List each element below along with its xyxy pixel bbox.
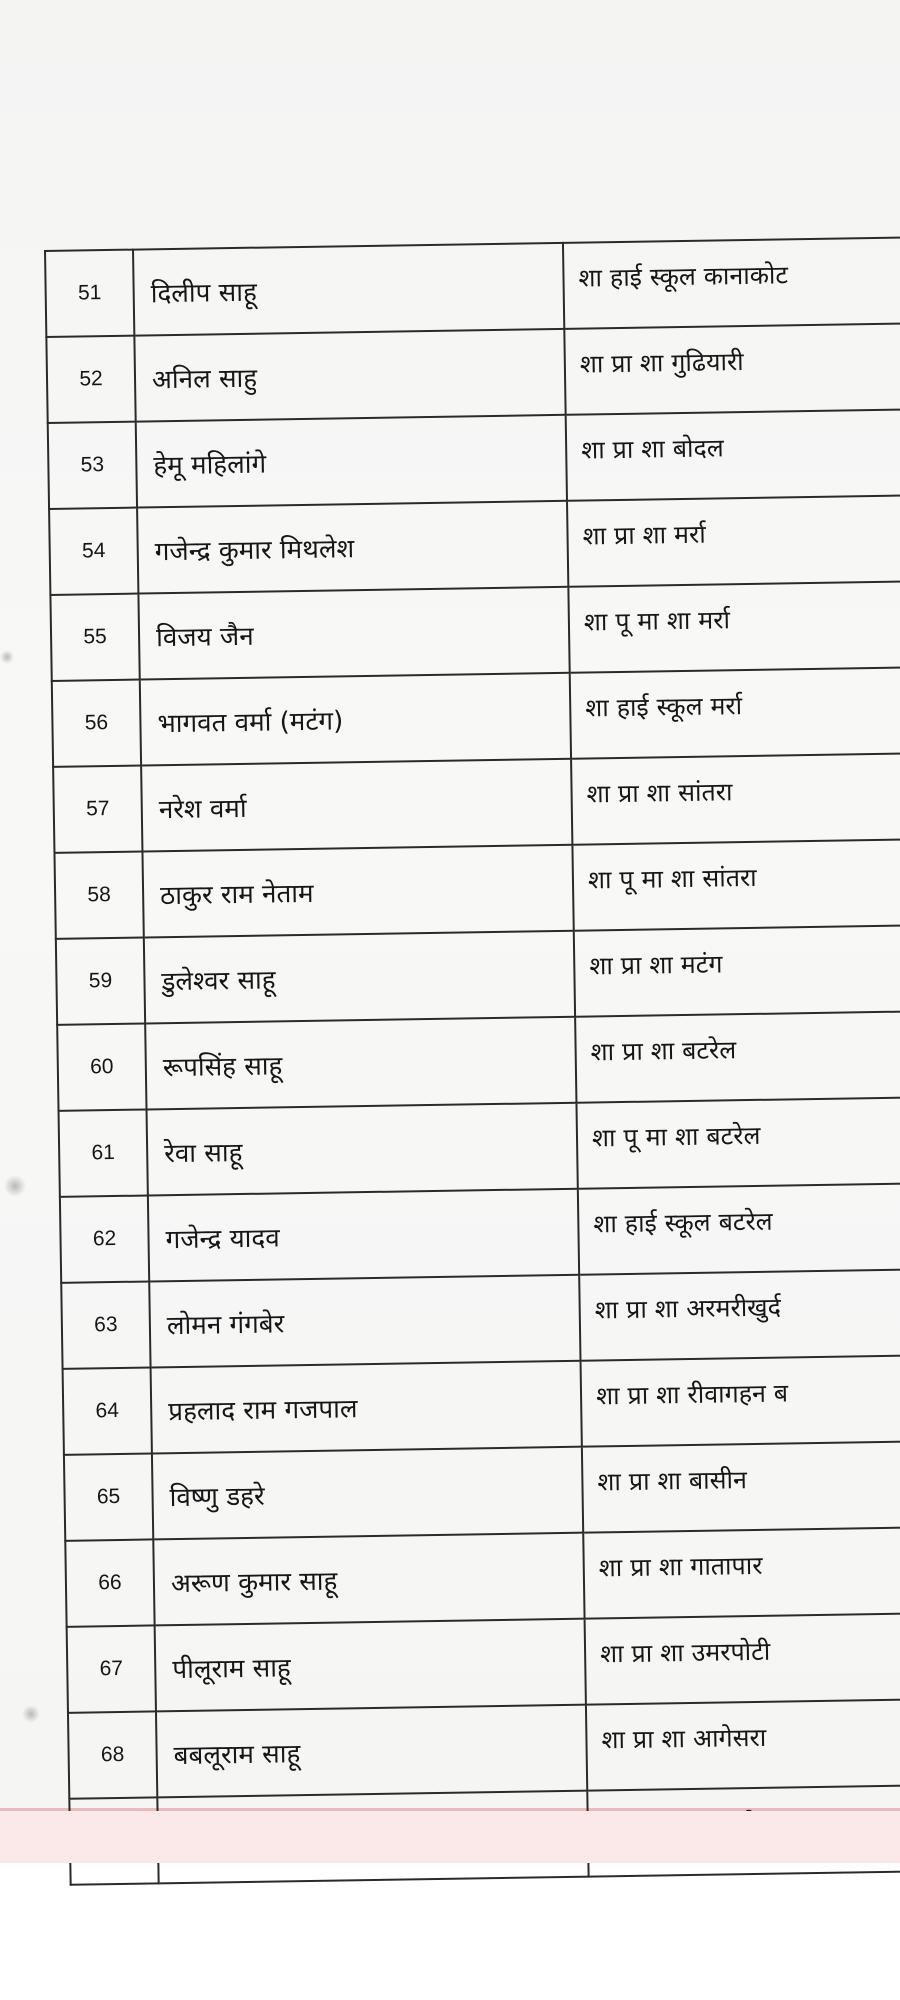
- name-cell: [134, 329, 565, 422]
- serial-number: 64: [95, 1398, 120, 1423]
- school-name: शा हाई स्कूल मर्रा: [585, 691, 743, 723]
- person-name: अरूण कुमार साहू: [170, 1566, 338, 1600]
- school-cell: [570, 667, 900, 758]
- school-name: शा प्रा शा बासीन: [597, 1465, 748, 1497]
- school-name: शा पू मा शा बटरेल: [591, 1120, 761, 1153]
- school-cell: [586, 1699, 900, 1790]
- person-name: रेवा साहू: [163, 1137, 243, 1170]
- table-row: [56, 925, 900, 1024]
- name-cell: [142, 845, 573, 938]
- table-row: [59, 1097, 900, 1196]
- serial-number: 57: [85, 797, 110, 821]
- serial-number-cell: [59, 1109, 148, 1196]
- school-cell: [566, 409, 900, 500]
- name-cell: [136, 415, 567, 508]
- person-name: गजेन्द्र कुमार मिथलेश: [154, 534, 355, 568]
- person-name: विष्णु डहरे: [169, 1481, 265, 1514]
- table-row: [60, 1183, 900, 1282]
- serial-number-cell: [68, 1711, 157, 1798]
- school-cell: [563, 237, 900, 328]
- name-cell: [138, 587, 569, 680]
- person-name: रूपसिंह साहू: [162, 1051, 283, 1084]
- person-name: पीलूराम साहू: [172, 1653, 291, 1686]
- serial-number-cell: [65, 1539, 154, 1626]
- school-cell: [578, 1183, 900, 1274]
- serial-number-cell: [60, 1195, 149, 1282]
- school-cell: [568, 581, 900, 672]
- serial-number-cell: [48, 422, 137, 509]
- name-cell: [155, 1619, 586, 1712]
- table-row: [63, 1355, 900, 1454]
- serial-number: 67: [99, 1656, 124, 1681]
- name-cell: [133, 243, 564, 336]
- name-cell: [137, 501, 568, 594]
- table-row: [61, 1269, 900, 1368]
- table-row: [64, 1441, 900, 1540]
- name-cell: [149, 1275, 580, 1368]
- serial-number-cell: [45, 250, 134, 337]
- serial-number: 51: [77, 281, 102, 305]
- serial-number: 53: [80, 453, 105, 477]
- person-name: दिलीप साहू: [150, 277, 257, 310]
- table-row: [53, 753, 900, 852]
- school-name: शा प्रा शा सांतरा: [586, 777, 733, 809]
- serial-number: 63: [94, 1312, 118, 1337]
- name-cell: [148, 1189, 579, 1282]
- school-cell: [564, 323, 900, 414]
- school-name: शा प्रा शा मटंग: [589, 949, 723, 981]
- serial-number-cell: [56, 938, 145, 1025]
- person-name: अनिल साहु: [151, 363, 258, 396]
- serial-number-cell: [63, 1367, 152, 1454]
- bottom-band: [0, 1811, 900, 1863]
- staff-school-table: [44, 236, 900, 1885]
- school-name: शा प्रा शा रीवागहन ब: [595, 1378, 789, 1411]
- school-cell: [583, 1527, 900, 1618]
- serial-number: 65: [96, 1484, 121, 1509]
- school-name: शा प्रा शा आगेसरा: [601, 1722, 767, 1755]
- person-name: गजेन्द्र यादव: [165, 1223, 280, 1256]
- serial-number-cell: [54, 852, 143, 939]
- person-name: डुलेश्वर साहू: [161, 965, 276, 998]
- serial-number-cell: [52, 680, 141, 767]
- serial-number: 61: [91, 1140, 116, 1165]
- school-name: शा प्रा शा गातापार: [598, 1550, 763, 1583]
- table-row: [67, 1613, 900, 1712]
- table-body: [45, 237, 900, 1884]
- person-name: हेमू महिलांगे: [153, 449, 267, 482]
- school-name: शा हाई स्कूल कानाकोट: [578, 260, 789, 293]
- table-row: [65, 1527, 900, 1626]
- school-name: शा हाई स्कूल बटरेल: [593, 1206, 773, 1239]
- name-cell: [151, 1361, 582, 1454]
- name-cell: [140, 673, 571, 766]
- serial-number-cell: [53, 766, 142, 853]
- table-row: [68, 1699, 900, 1798]
- name-cell: [156, 1705, 587, 1798]
- serial-number: 68: [100, 1742, 125, 1767]
- school-cell: [582, 1441, 900, 1532]
- person-name: भागवत वर्मा (मटंग): [157, 706, 344, 740]
- paper-speck: [4, 1175, 26, 1197]
- serial-number-cell: [46, 336, 135, 423]
- name-cell: [141, 759, 572, 852]
- school-name: शा प्रा शा मर्रा: [582, 519, 706, 551]
- school-cell: [574, 925, 900, 1016]
- school-cell: [581, 1355, 900, 1446]
- serial-number-cell: [49, 508, 138, 595]
- name-cell: [147, 1103, 578, 1196]
- person-name: प्रहलाद राम गजपाल: [168, 1394, 358, 1428]
- serial-number: 59: [88, 969, 113, 993]
- serial-number: 58: [87, 883, 111, 907]
- school-cell: [572, 839, 900, 930]
- table-row: [57, 1011, 900, 1110]
- school-cell: [567, 495, 900, 586]
- table-row: [46, 323, 900, 422]
- table-row: [54, 839, 900, 938]
- serial-number: 60: [89, 1055, 114, 1079]
- serial-number: 56: [84, 711, 109, 735]
- table-row: [45, 237, 900, 336]
- school-name: शा प्रा शा उमरपोटी: [599, 1636, 771, 1669]
- paper-speck: [22, 1705, 40, 1723]
- serial-number: 62: [92, 1226, 117, 1251]
- person-name: लोमन गंगबेर: [166, 1309, 285, 1342]
- table-row: [52, 667, 900, 766]
- serial-number: 54: [81, 539, 106, 563]
- serial-number: 66: [98, 1570, 122, 1595]
- table-row: [49, 495, 900, 594]
- name-cell: [152, 1447, 583, 1540]
- school-cell: [585, 1613, 900, 1704]
- school-cell: [579, 1269, 900, 1360]
- person-name: नरेश वर्मा: [158, 793, 247, 826]
- paper-speck: [0, 650, 14, 664]
- school-name: शा प्रा शा बटरेल: [590, 1035, 737, 1067]
- person-name: बबलूराम साहू: [173, 1739, 301, 1772]
- name-cell: [153, 1533, 584, 1626]
- name-cell: [144, 931, 575, 1024]
- serial-number: 52: [79, 367, 103, 391]
- school-name: शा प्रा शा अरमरीखुर्द: [594, 1292, 782, 1325]
- serial-number-cell: [67, 1625, 156, 1712]
- school-name: शा पू मा शा सांतरा: [587, 862, 757, 895]
- school-cell: [575, 1011, 900, 1102]
- school-name: शा प्रा शा बोदल: [580, 433, 724, 465]
- name-cell: [145, 1017, 576, 1110]
- table-row: [50, 581, 900, 680]
- staff-school-table-wrapper: [44, 236, 900, 1772]
- school-name: शा पू मा शा मर्रा: [583, 605, 731, 637]
- school-cell: [571, 753, 900, 844]
- person-name: ठाकुर राम नेताम: [159, 878, 314, 912]
- school-name: शा प्रा शा गुढियारी: [579, 347, 744, 379]
- serial-number-cell: [64, 1453, 153, 1540]
- serial-number-cell: [61, 1281, 150, 1368]
- person-name: विजय जैन: [155, 621, 254, 654]
- serial-number-cell: [50, 594, 139, 681]
- serial-number: 55: [83, 625, 107, 649]
- school-cell: [576, 1097, 900, 1188]
- table-row: [48, 409, 900, 508]
- serial-number-cell: [57, 1024, 146, 1111]
